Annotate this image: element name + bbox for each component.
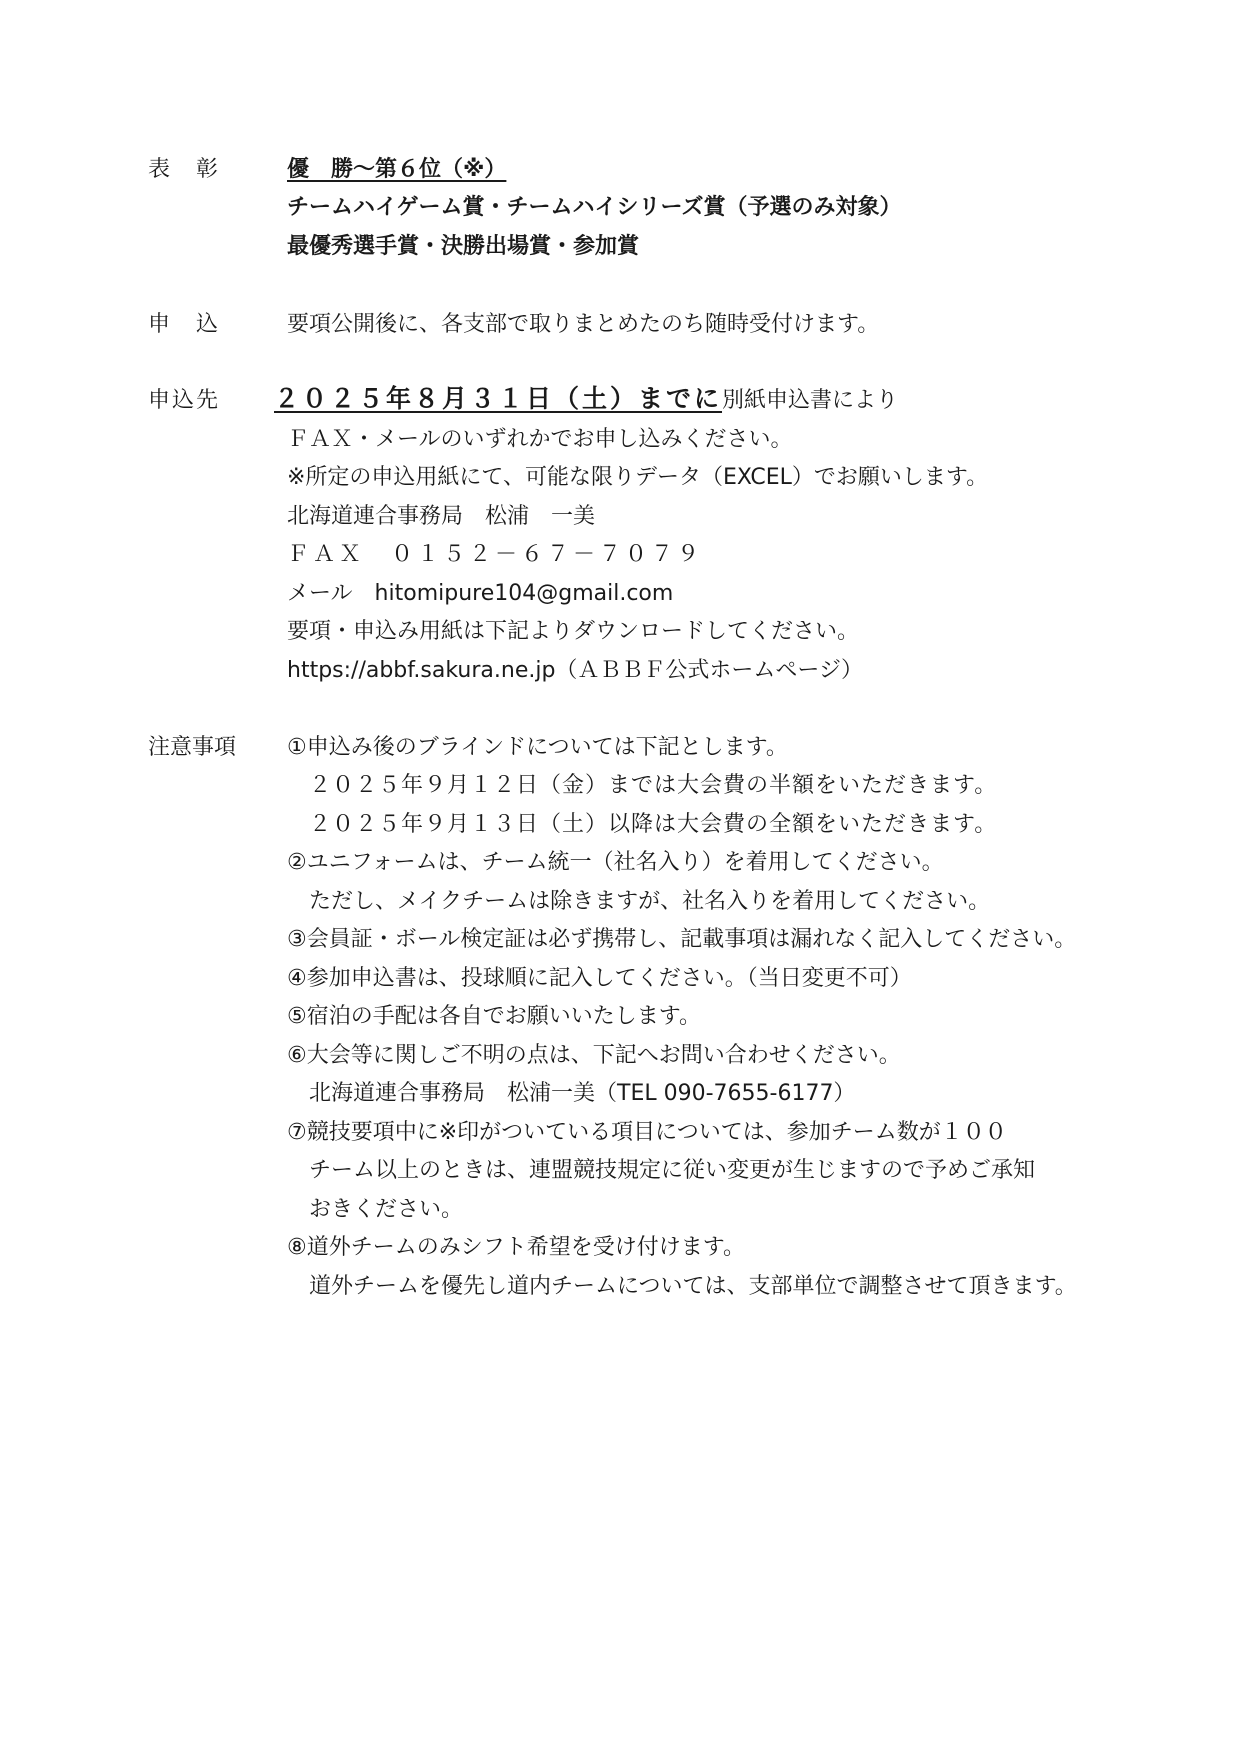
destination-line-1: ＦＡＸ・メールのいずれかでお申し込みください。: [287, 427, 793, 452]
application-text: 要項公開後に、各支部で取りまとめたのち随時受付けます。: [287, 312, 880, 337]
destination-label: 申込先: [148, 388, 221, 413]
application-label: 申 込: [148, 312, 221, 337]
destination-fax: ＦＡＸ ０１５２－６７－７０７９: [287, 542, 704, 567]
destination-line-6: 要項・申込み用紙は下記よりダウンロードしてください。: [287, 619, 860, 644]
note-2: ②ユニフォームは、チーム統一（社名入り）を着用してください。: [287, 850, 944, 875]
note-8-sub: 道外チームを優先し道内チームについては、支部単位で調整させて頂きます。: [309, 1274, 1077, 1299]
awards-line-1: 優 勝～第６位（※）: [287, 157, 507, 182]
awards-line-2: チームハイゲーム賞・チームハイシリーズ賞（予選のみ対象）: [287, 195, 902, 220]
destination-mail: メール hitomipure104@gmail.com: [287, 581, 674, 606]
destination-line-3: 北海道連合事務局 松浦 一美: [287, 504, 596, 529]
note-7: ⑦競技要項中に※印がついている項目については、参加チーム数が１００: [287, 1120, 1007, 1145]
note-7-cont-2: おきください。: [309, 1197, 464, 1222]
awards-line-3: 最優秀選手賞・決勝出場賞・参加賞: [287, 234, 640, 259]
note-4: ④参加申込書は、投球順に記入してください。（当日変更不可）: [287, 966, 912, 991]
destination-line-2: ※所定の申込用紙にて、可能な限りデータ（EXCEL）でお願いします。: [287, 465, 989, 490]
note-6-contact: 北海道連合事務局 松浦一美（TEL 090-7655-6177）: [309, 1081, 856, 1106]
deadline-date: ２０２５年８月３１日（土）までに: [274, 384, 723, 413]
note-1-sub-2: ２０２５年９月１３日（土）以降は大会費の全額をいただきます。: [309, 812, 998, 837]
deadline-suffix: 別紙申込書により: [722, 388, 899, 413]
note-1: ①申込み後のブラインドについては下記とします。: [287, 735, 788, 760]
note-2-sub: ただし、メイクチームは除きますが、社名入りを着用してください。: [309, 889, 991, 914]
note-1-sub-1: ２０２５年９月１２日（金）までは大会費の半額をいただきます。: [309, 773, 998, 798]
notes-label: 注意事項: [148, 735, 237, 760]
destination-url: https://abbf.sakura.ne.jp（ＡＢＢＦ公式ホームページ）: [287, 658, 863, 683]
note-6: ⑥大会等に関しご不明の点は、下記へお問い合わせください。: [287, 1043, 901, 1068]
destination-deadline-line: [274, 384, 898, 416]
note-8: ⑧道外チームのみシフト希望を受け付けます。: [287, 1235, 745, 1260]
note-5: ⑤宿泊の手配は各自でお願いいたします。: [287, 1004, 701, 1029]
note-7-cont-1: チーム以上のときは、連盟競技規定に従い変更が生じますので予めご承知: [309, 1158, 1036, 1183]
note-3: ③会員証・ボール検定証は必ず携帯し、記載事項は漏れなく記入してください。: [287, 927, 1077, 952]
awards-label: 表 彰: [148, 157, 221, 182]
